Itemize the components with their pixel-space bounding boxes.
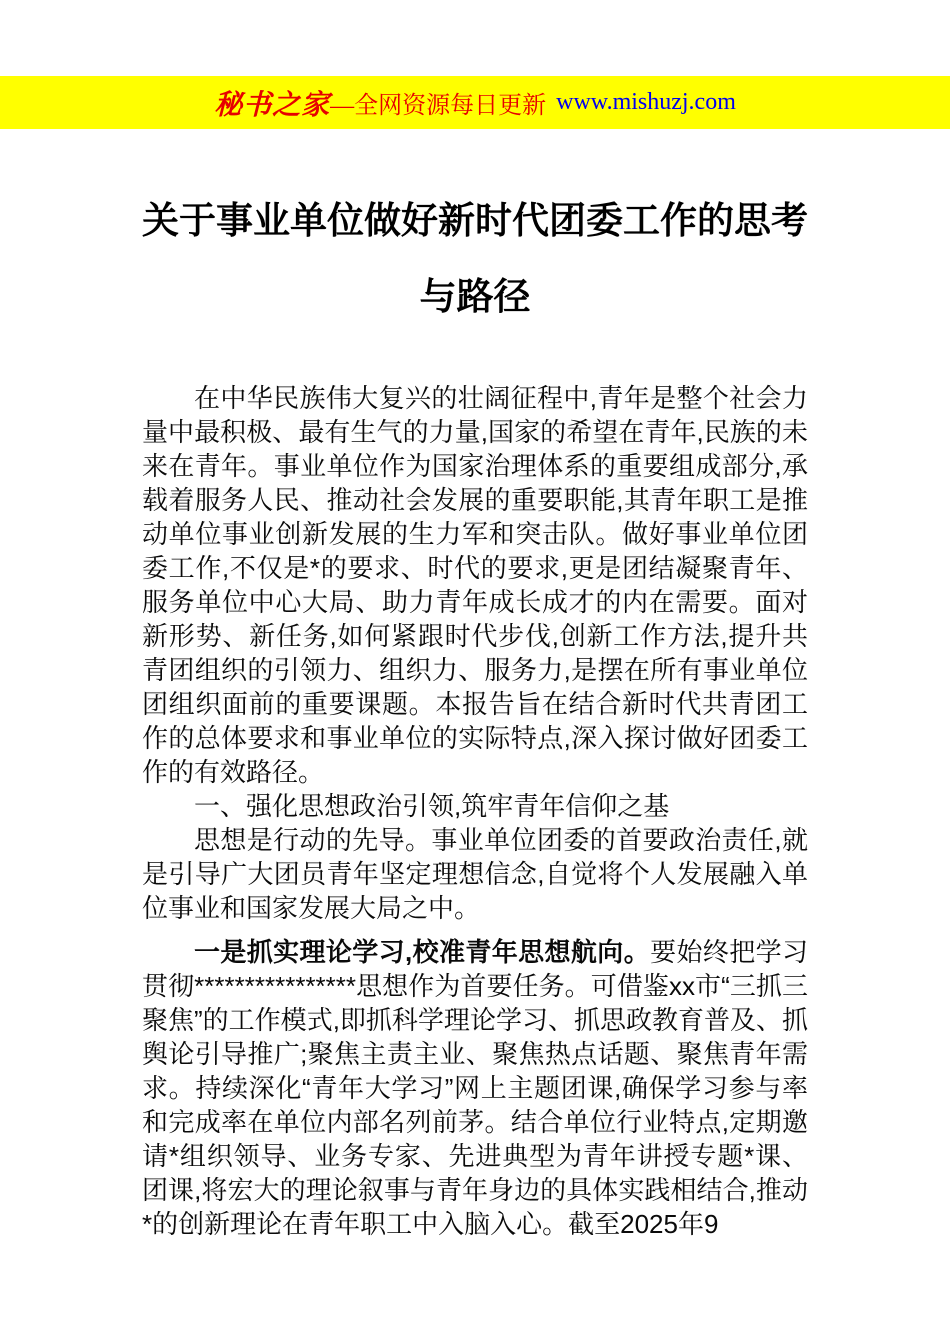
- document-body: [142, 381, 808, 1241]
- section-1-heading: 一、强化思想政治引领,筑牢青年信仰之基: [194, 791, 670, 821]
- site-tagline: —全网资源每日更新: [330, 93, 547, 119]
- document-title: [110, 183, 840, 335]
- site-url-link[interactable]: www.mishuzj.com: [556, 89, 736, 115]
- point-1-paragraph: [142, 935, 808, 1241]
- document-title-line-2: 与路径: [419, 276, 531, 317]
- point-1-body-text: 要始终把学习贯彻****************思想作为首要任务。可借鉴xx市“三抓三聚焦”的工作模式,即抓科学理论学习、抓思政教育普及、抓舆论引导推广;聚焦主责主业、聚焦热点话题、聚焦青年需求。持续深化“青年大学习”网上主题团课,确保学习参与率和完成率在单位内部名列前茅。结合单位行业特点,定期邀请*组织领导、业务专家、先进典型为青年讲授专题*课、团课,将宏大的理论叙事与青年身边的具体实践相结合,推动*的创新理论在青年职工中入脑入心。截至2025年9: [142, 937, 808, 1239]
- intro-paragraph: 在中华民族伟大复兴的壮阔征程中,青年是整个社会力量中最积极、最有生气的力量,国家的希望在青年,民族的未来在青年。事业单位作为国家治理体系的重要组成部分,承载着服务人民、推动社会发展的重要职能,其青年职工是推动单位事业创新发展的生力军和突击队。做好事业单位团委工作,不仅是*的要求、时代的要求,更是团结凝聚青年、服务单位中心大局、助力青年成长成才的内在需要。面对新形势、新任务,如何紧跟时代步伐,创新工作方法,提升共青团组织的引领力、组织力、服务力,是摆在所有事业单位团组织面前的重要课题。本报告旨在结合新时代共青团工作的总体要求和事业单位的实际特点,深入探讨做好团委工作的有效路径。: [142, 383, 808, 787]
- point-1-lead-bold: 一是抓实理论学习,校准青年思想航向。: [194, 937, 651, 967]
- document-title-line-1: 关于事业单位做好新时代团委工作的思考: [142, 200, 808, 241]
- site-name: 秘书之家: [214, 89, 331, 121]
- site-banner: [0, 76, 950, 129]
- section-1-paragraph: 思想是行动的先导。事业单位团委的首要政治责任,就是引导广大团员青年坚定理想信念,自觉将个人发展融入单位事业和国家发展大局之中。: [142, 825, 808, 923]
